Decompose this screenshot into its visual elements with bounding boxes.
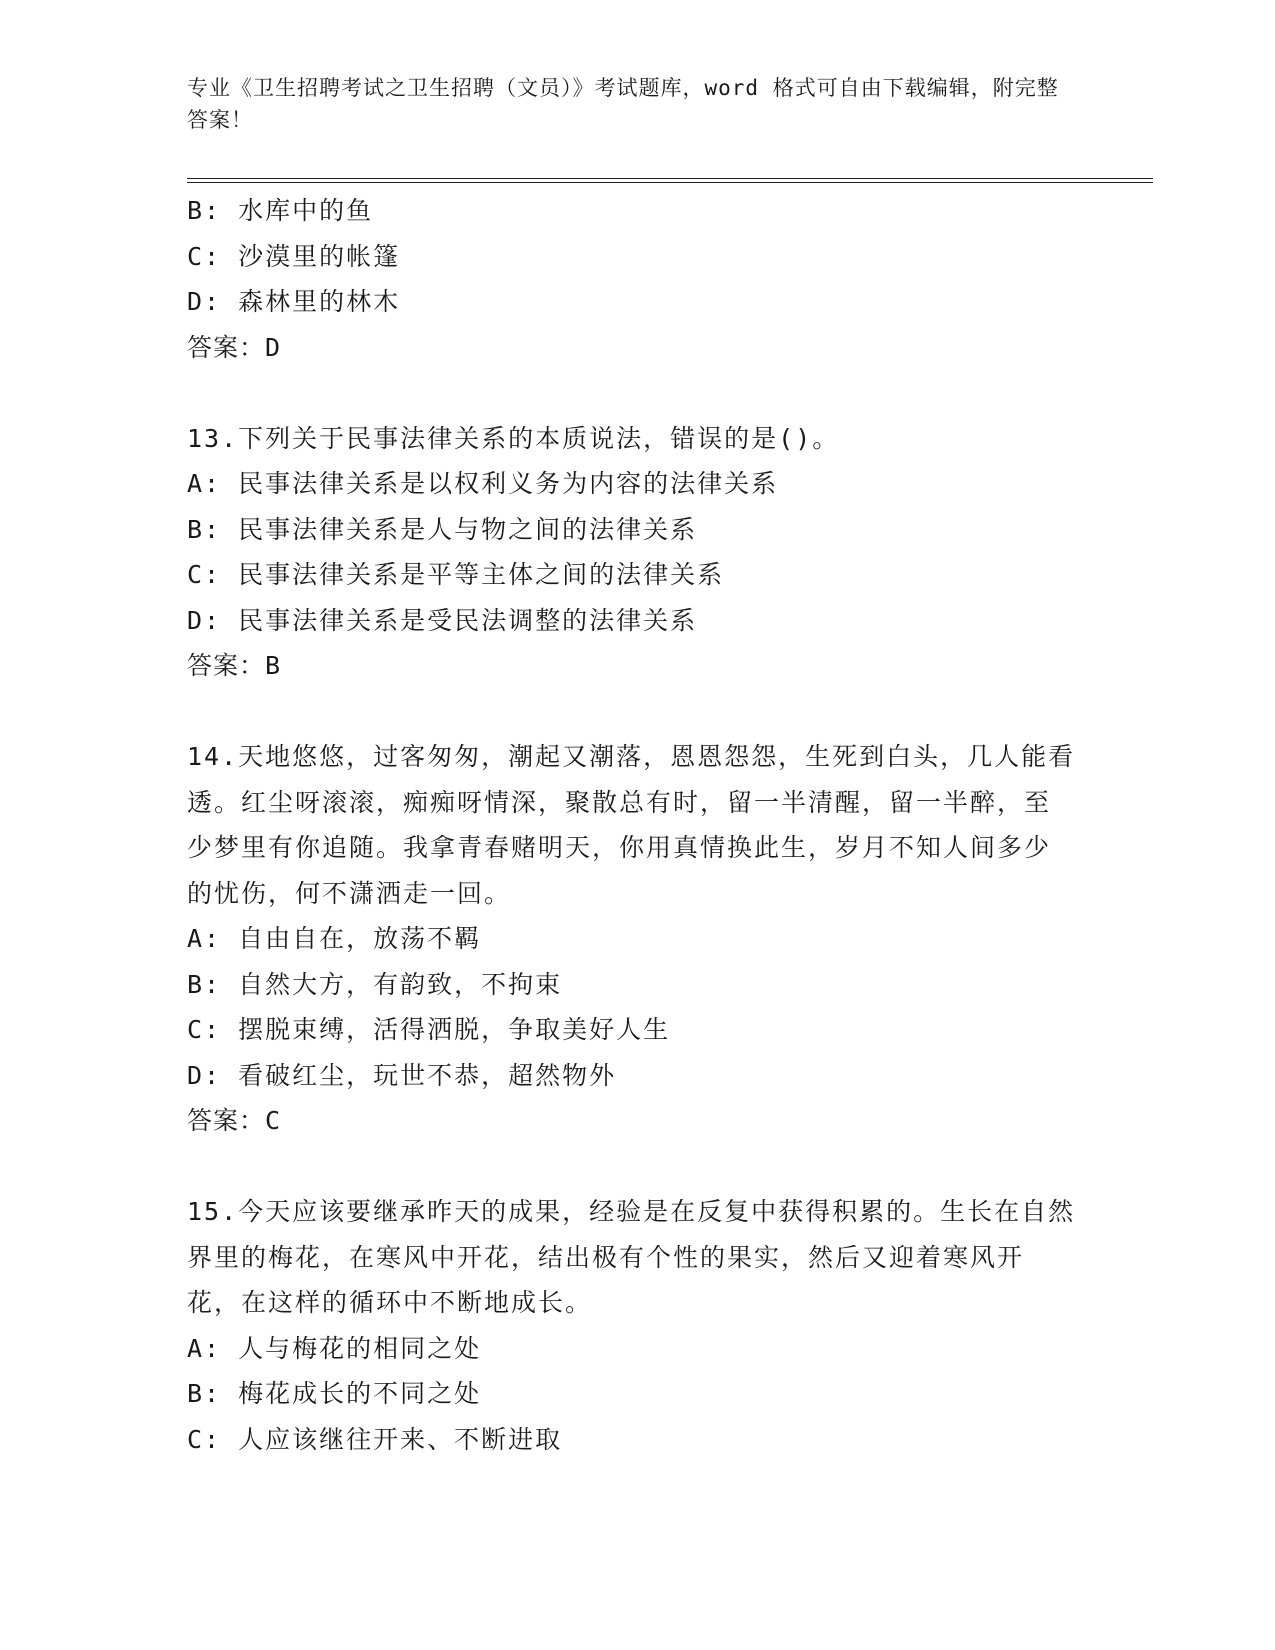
- q14-answer: 答案：C: [187, 1106, 282, 1135]
- q12-option-d: D: 森林里的林木: [187, 287, 401, 316]
- q14-option-c: C: 摆脱束缚，活得洒脱，争取美好人生: [187, 1015, 671, 1044]
- q13-option-b: B: 民事法律关系是人与物之间的法律关系: [187, 514, 698, 544]
- q15-question: 15.今天应该要继承昨天的成果，经验是在反复中获得积累的。生长在自然界里的梅花，在寒风中开花，结出极有个性的果实，然后又迎着寒风开花，在这样的循环中不断地成长。: [187, 1197, 1076, 1317]
- q13-option-a: A: 民事法律关系是以权利义务为内容的法律关系: [187, 469, 779, 498]
- q13-option-d: D: 民事法律关系是受民法调整的法律关系: [187, 605, 698, 635]
- spacer: [187, 1144, 1087, 1190]
- q15-option-a: A: 人与梅花的相同之处: [187, 1333, 482, 1363]
- q13-option-c: C: 民事法律关系是平等主体之间的法律关系: [187, 560, 725, 589]
- q13-answer: 答案：B: [187, 651, 282, 680]
- q15-option-c: C: 人应该继往开来、不断进取: [187, 1424, 563, 1454]
- question-content: [187, 188, 1087, 1462]
- q15-option-b: B: 梅花成长的不同之处: [187, 1379, 482, 1408]
- spacer: [187, 689, 1087, 735]
- q12-option-b: B: 水库中的鱼: [187, 196, 374, 225]
- q13-question: 13.下列关于民事法律关系的本质说法，错误的是()。: [187, 423, 840, 453]
- spacer: [187, 370, 1087, 416]
- q14-option-b: B: 自然大方，有韵致，不拘束: [187, 969, 563, 999]
- header-rule-top: [187, 178, 1153, 179]
- q14-option-a: A: 自由自在，放荡不羁: [187, 924, 482, 953]
- q12-option-c: C: 沙漠里的帐篷: [187, 241, 401, 271]
- document-header: 专业《卫生招聘考试之卫生招聘（文员）》考试题库，word 格式可自由下载编辑，附完整答案！: [187, 76, 1059, 132]
- header-rule-bottom: [187, 182, 1153, 183]
- q14-option-d: D: 看破红尘，玩世不恭，超然物外: [187, 1060, 617, 1090]
- q12-answer: 答案：D: [187, 332, 282, 362]
- q14-question: 14.天地悠悠，过客匆匆，潮起又潮落，恩恩怨怨，生死到白头，几人能看透。红尘呀滚滚，痴痴呀情深，聚散总有时，留一半清醒，留一半醉，至少梦里有你追随。我拿青春赌明天，你用真情换此生，岁月不知人间多少的忧伤，何不潇洒走一回。: [187, 742, 1076, 908]
